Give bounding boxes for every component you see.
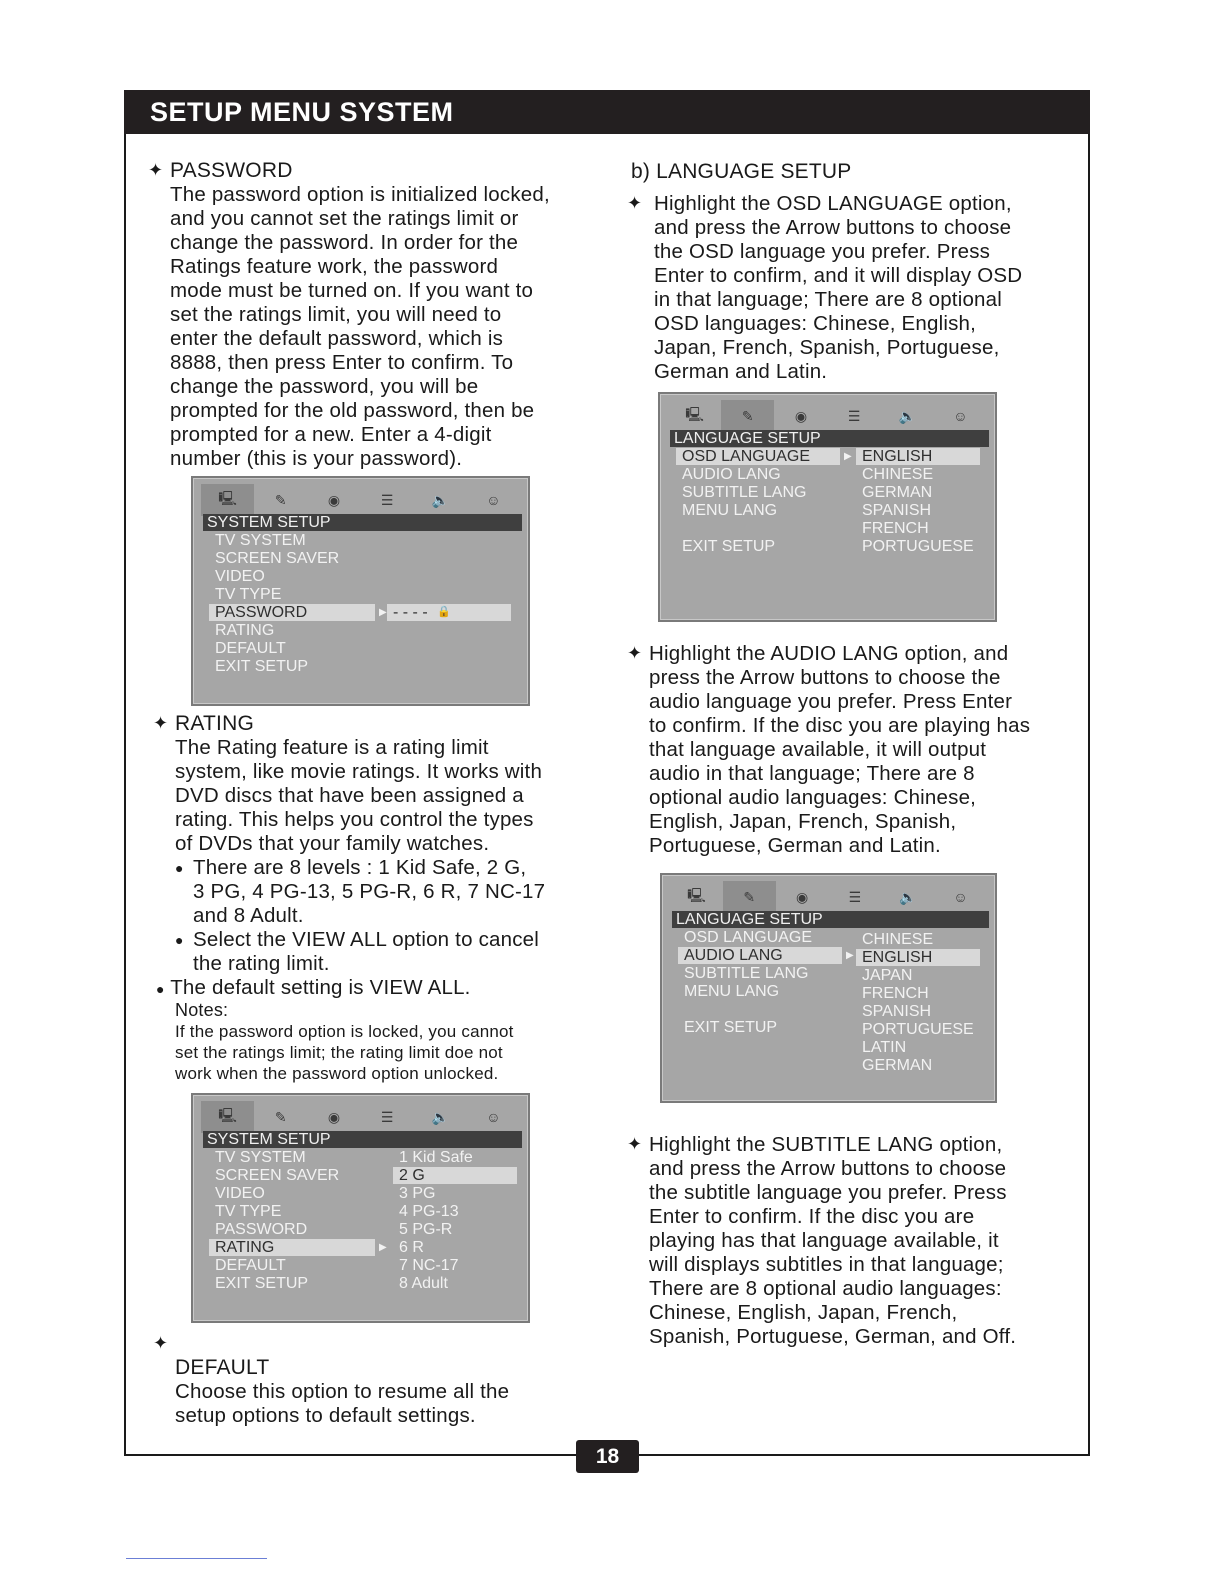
text-line: that language available, it will output [649,738,987,761]
osd-option[interactable]: 7 NC-17 [399,1257,459,1274]
text-line: and you cannot set the ratings limit or [170,207,519,230]
osd-option[interactable]: 4 PG-13 [399,1203,459,1220]
osd-menu-item[interactable]: TV SYSTEM [215,1149,306,1166]
text-line: prompted for the old password, then be [170,399,535,422]
text-line: The Rating feature is a rating limit [175,736,489,759]
language-setup-heading: b) LANGUAGE SETUP [631,160,852,183]
osd-menu-item[interactable]: OSD LANGUAGE [684,929,813,946]
osd-menu-item[interactable]: AUDIO LANG [682,466,781,483]
bullet-default-setting: ● The default setting is VIEW ALL. [156,976,471,999]
text-line: rating. This helps you control the types [175,808,534,831]
star-bullet-icon: ✦ [148,160,164,180]
osd-menu-osd-language [658,392,997,622]
text-line: audio in that language; There are 8 [649,762,975,785]
osd-language-text [654,192,1022,384]
osd-menu-item[interactable]: AUDIO LANG [678,947,842,964]
osd-option[interactable]: CHINESE [862,931,934,948]
language-icon: ✎ [274,491,287,508]
audio-lang-text [649,642,1030,858]
text-line: Portuguese, German and Latin. [649,834,941,857]
language-icon: ✎ [723,881,776,913]
text-line: and press the Arrow buttons to choose [654,216,1012,239]
text-line: Enter to confirm, and it will display OSD [654,264,1023,287]
text-line: set the ratings limit, you will need to [170,303,502,326]
text-line: There are 8 optional audio languages: [649,1277,1002,1300]
disc-icon: ◉ [795,888,809,905]
equalizer-icon: ☰ [848,888,862,905]
osd-menu-item[interactable]: EXIT SETUP [215,1275,309,1292]
arrow-right-icon: ▶ [379,607,387,618]
text-line: 8888, then press Enter to confirm. To [170,351,514,374]
text-line: audio language you prefer. Press Enter [649,690,1013,713]
text-line: system, like movie ratings. It works with [175,760,543,783]
osd-option[interactable]: PORTUGUESE [862,1021,974,1038]
text-line: 3 PG, 4 PG-13, 5 PG-R, 6 R, 7 NC-17 [193,880,546,903]
osd-tab-bar [670,881,987,913]
osd-option[interactable]: 2 G [393,1167,517,1184]
user-icon: ☺ [486,1109,501,1125]
monitor-icon: 🖳 [201,1101,254,1133]
language-icon: ✎ [274,1108,287,1125]
text-line: of DVDs that your family watches. [175,832,490,855]
text-line: the subtitle language you prefer. Press [649,1181,1007,1204]
monitor-icon: 🖳 [685,406,704,422]
language-icon: ✎ [721,400,774,432]
user-icon: ☺ [486,492,501,508]
default-heading: DEFAULT [175,1356,270,1379]
speaker-icon: 🔈 [899,888,917,905]
rating-section [175,712,542,856]
osd-menu-item[interactable]: EXIT SETUP [684,1019,778,1036]
osd-tab-bar [668,400,987,432]
user-icon: ☺ [953,408,968,424]
text-line: English, Japan, French, Spanish, [649,810,957,833]
text-line: enter the default password, which is [170,327,504,350]
text-line: If the password option is locked, you cannot [175,1022,514,1041]
text-line: Highlight the SUBTITLE LANG option, [649,1133,1003,1156]
osd-menu-password [191,476,530,706]
equalizer-icon: ☰ [847,407,861,424]
osd-option[interactable]: 6 R [399,1239,424,1256]
speaker-icon: 🔈 [431,1108,449,1125]
rating-notes [175,1000,514,1084]
osd-menu-audio-lang [660,873,997,1103]
star-bullet-icon: ✦ [627,1134,643,1154]
default-section [175,1356,509,1428]
text-line: will displays subtitles in that language; [649,1253,1004,1276]
osd-menu-item[interactable]: SUBTITLE LANG [682,484,807,501]
text-line: German and Latin. [654,360,828,383]
osd-option[interactable]: FRENCH [862,985,929,1002]
osd-menu-item[interactable]: SCREEN SAVER [215,550,340,567]
subtitle-lang-text [649,1133,1016,1349]
rating-heading: RATING [175,712,254,735]
speaker-icon: 🔈 [898,407,916,424]
text-line: Highlight the AUDIO LANG option, and [649,642,1009,665]
osd-option[interactable]: GERMAN [862,1057,933,1074]
osd-menu-item[interactable]: PASSWORD [209,604,375,621]
text-line: Highlight the OSD LANGUAGE option, [654,192,1012,215]
osd-menu-item[interactable]: TV SYSTEM [215,532,306,549]
text-line: setup options to default settings. [175,1404,476,1427]
text-line: and 8 Adult. [193,904,304,927]
text-line: OSD languages: Chinese, English, [654,312,977,335]
text-line: prompted for a new. Enter a 4-digit [170,423,492,446]
osd-menu-item[interactable]: TV TYPE [215,586,282,603]
monitor-icon: 🖳 [687,887,706,903]
osd-menu-item[interactable]: EXIT SETUP [682,538,776,555]
osd-option[interactable]: 8 Adult [399,1275,448,1292]
text-line: Select the VIEW ALL option to cancel [193,928,540,951]
osd-option[interactable]: ENGLISH [856,448,980,465]
text-line: in that language; There are 8 optional [654,288,1003,311]
osd-option[interactable]: PORTUGUESE [862,538,974,555]
osd-option[interactable]: 1 Kid Safe [399,1149,473,1166]
osd-menu-item[interactable]: VIDEO [215,1185,265,1202]
password-value: - - - - [387,604,511,621]
osd-menu-title: LANGUAGE SETUP [672,911,989,928]
star-bullet-icon: ✦ [627,643,643,663]
osd-option[interactable]: SPANISH [862,502,932,519]
osd-menu-item[interactable]: MENU LANG [682,502,778,519]
default-setting-text: The default setting is VIEW ALL. [170,976,471,999]
star-bullet-icon: ✦ [627,193,643,213]
osd-option[interactable]: FRENCH [862,520,929,537]
osd-menu-item[interactable]: MENU LANG [684,983,780,1000]
osd-menu-title: LANGUAGE SETUP [670,430,989,447]
osd-tab-bar [201,484,520,516]
text-line: optional audio languages: Chinese, [649,786,977,809]
osd-option[interactable]: JAPAN [862,967,913,984]
osd-menu-item[interactable]: VIDEO [215,568,265,585]
text-line: the rating limit. [193,952,330,975]
text-line: Ratings feature work, the password [170,255,499,278]
osd-option[interactable]: CHINESE [862,466,934,483]
text-line: Chinese, English, Japan, French, [649,1301,958,1324]
star-bullet-icon: ✦ [153,713,169,733]
equalizer-icon: ☰ [380,1108,394,1125]
osd-menu-item[interactable]: SCREEN SAVER [215,1167,340,1184]
speaker-icon: 🔈 [431,491,449,508]
text-line: Japan, French, Spanish, Portuguese, [654,336,1000,359]
text-line: and press the Arrow buttons to choose [649,1157,1007,1180]
arrow-right-icon: ▶ [846,950,854,961]
text-line: change the password. In order for the [170,231,519,254]
osd-option[interactable]: 5 PG-R [399,1221,453,1238]
star-bullet-icon: ✦ [153,1333,169,1353]
osd-menu-item[interactable]: RATING [215,622,275,639]
password-heading: PASSWORD [170,159,293,182]
page-number: 18 [576,1440,639,1473]
osd-option[interactable]: 3 PG [399,1185,436,1202]
bullet-view-all: ● Select the VIEW ALL option to cancel the rating limit. [175,928,545,976]
text-line: the OSD language you prefer. Press [654,240,991,263]
disc-icon: ◉ [327,1108,341,1125]
page-title: SETUP MENU SYSTEM [124,90,1090,134]
text-line: mode must be turned on. If you want to [170,279,534,302]
osd-menu-item[interactable]: OSD LANGUAGE [676,448,840,465]
osd-option[interactable]: LATIN [862,1039,907,1056]
osd-option[interactable]: ENGLISH [856,949,980,966]
text-line: playing has that language available, it [649,1229,999,1252]
disc-icon: ◉ [327,491,341,508]
text-line: Enter to confirm. If the disc you are [649,1205,975,1228]
osd-menu-rating [191,1093,530,1323]
text-line: work when the password option unlocked. [175,1064,499,1083]
text-line: press the Arrow buttons to choose the [649,666,1001,689]
password-section [170,159,550,471]
osd-option[interactable]: SPANISH [862,1003,932,1020]
equalizer-icon: ☰ [380,491,394,508]
disc-icon: ◉ [794,407,808,424]
arrow-right-icon: ▶ [379,1242,387,1253]
osd-menu-item[interactable]: DEFAULT [215,1257,286,1274]
osd-tab-bar [201,1101,520,1133]
text-line: The password option is initialized locked, [170,183,550,206]
text-line: There are 8 levels : 1 Kid Safe, 2 G, [193,856,527,879]
footer-line [126,1558,267,1559]
osd-menu-title: SYSTEM SETUP [203,514,522,531]
bullet-levels: ● There are 8 levels : 1 Kid Safe, 2 G, 3 PG, 4 PG-13, 5 PG-R, 6 R, 7 NC-17 and 8 Adult. [175,856,546,927]
text-line: DVD discs that have been assigned a [175,784,524,807]
text-line: set the ratings limit; the rating limit doe not [175,1043,503,1062]
osd-menu-item[interactable]: DEFAULT [215,640,286,657]
osd-menu-item[interactable]: PASSWORD [215,1221,308,1238]
notes-label: Notes: [175,1000,229,1020]
text-line: number (this is your password). [170,447,463,470]
osd-option[interactable]: GERMAN [862,484,933,501]
lock-icon: 🔒 [437,606,451,618]
osd-menu-title: SYSTEM SETUP [203,1131,522,1148]
osd-menu-item[interactable]: TV TYPE [215,1203,282,1220]
osd-menu-item[interactable]: EXIT SETUP [215,658,309,675]
text-line: Choose this option to resume all the [175,1380,510,1403]
osd-menu-item[interactable]: SUBTITLE LANG [684,965,809,982]
osd-menu-item[interactable]: RATING [209,1239,375,1256]
arrow-right-icon: ▶ [844,451,852,462]
text-line: to confirm. If the disc you are playing has [649,714,1031,737]
text-line: Spanish, Portuguese, German, and Off. [649,1325,1017,1348]
text-line: change the password, you will be [170,375,479,398]
user-icon: ☺ [953,889,968,905]
rating-bullets [175,856,545,976]
monitor-icon: 🖳 [201,484,254,516]
